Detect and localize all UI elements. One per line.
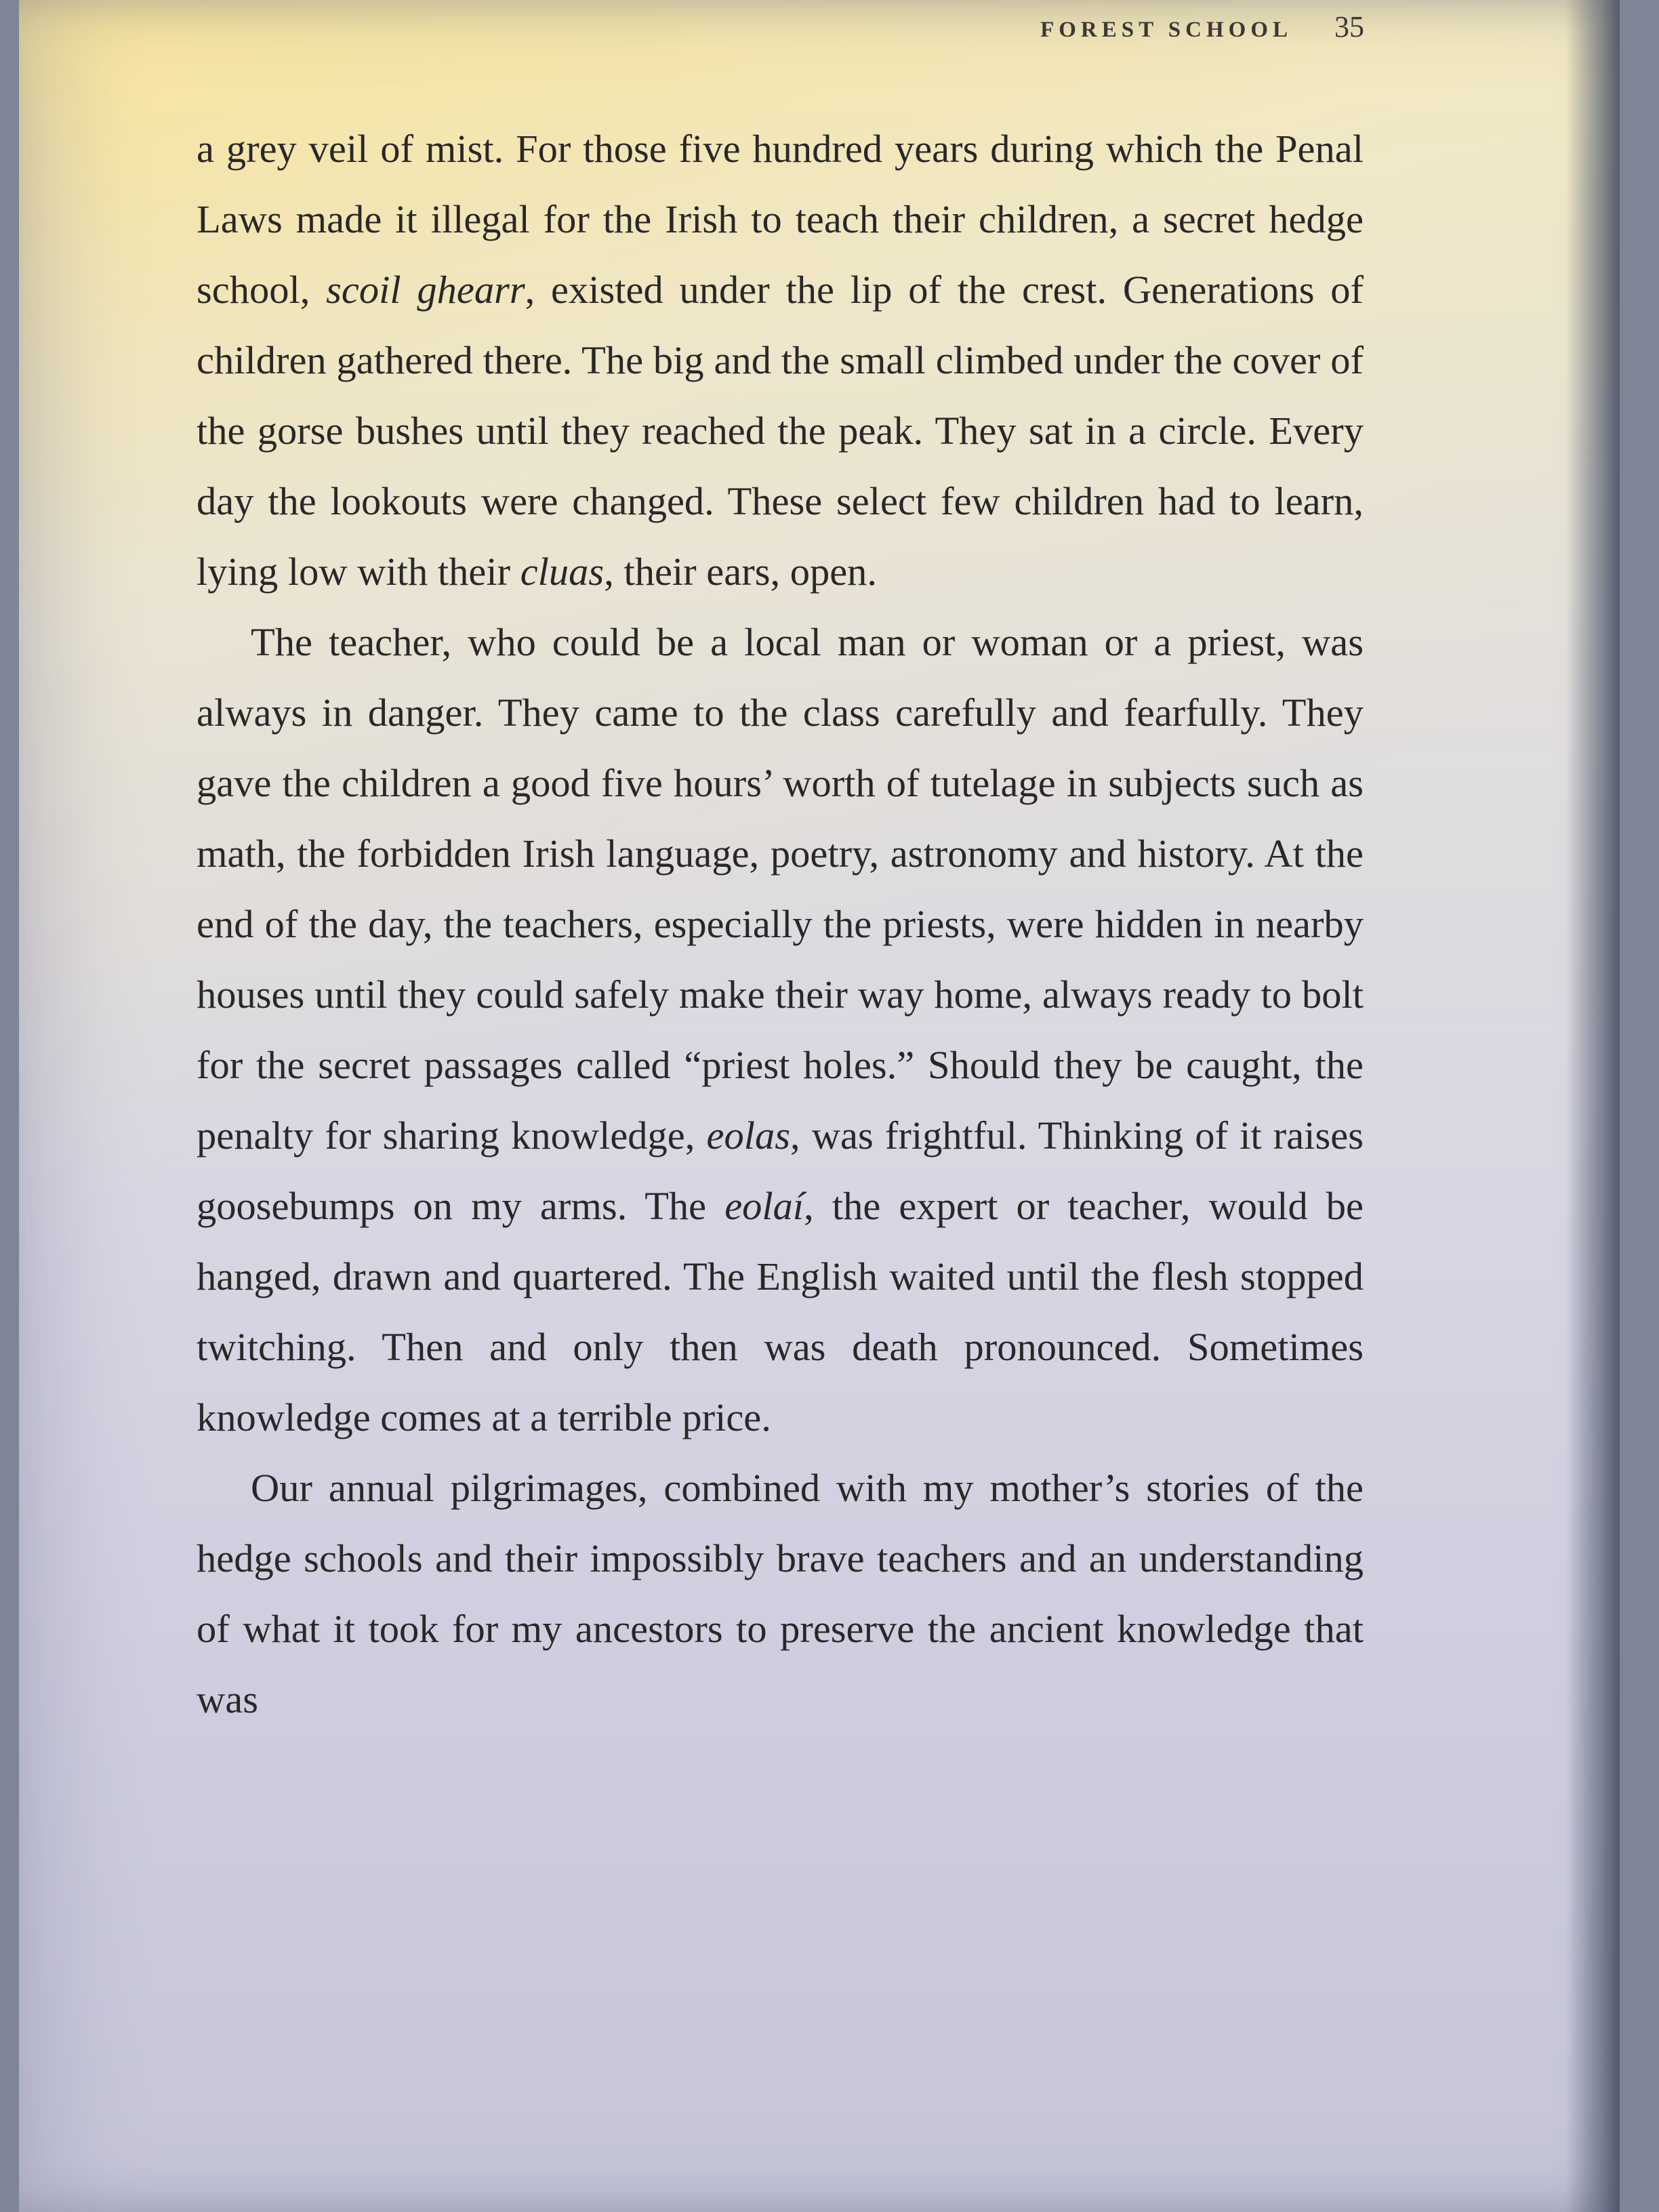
- text-run: a grey veil of mist. For those five hundred years during which the Penal Laws made it illegal for the Irish to teach their children, a secret hedge school,: [197, 127, 1364, 312]
- page-number: 35: [1334, 10, 1364, 43]
- paragraph-1: [197, 114, 1364, 607]
- text-run: The teacher, who could be a local man or woman or a priest, was always in danger. They came to the class carefully and fearfully. They gave the children a good five hours’ worth of tutelage in subjects such as math, the forbidden Irish language, poetry, astronomy and history. At the end of the day, the teachers, especially the priests, were hidden in nearby houses until they could safely make their way home, always ready to bolt for the secret passages called “priest holes.” Should they be caught, the penalty for sharing knowledge,: [197, 620, 1364, 1158]
- text-run: , the expert or teacher, would be hanged, drawn and quartered. The English waited until the flesh stopped twitching. Then and only then was death pronounced. Sometimes knowledge comes at a terrible price.: [197, 1184, 1364, 1439]
- text-run: Our annual pilgrimages, combined with my mother’s stories of the hedge schools and their impossibly brave teachers and an understanding of what it took for my ancestors to preserve the ancient knowledge that was: [197, 1466, 1364, 1721]
- irish-term-scoil-ghearr: scoil ghearr: [326, 268, 525, 312]
- text-run: , their ears, open.: [604, 550, 878, 594]
- page-edge-shadow: [1565, 0, 1620, 2212]
- irish-term-eolai: eolaí: [724, 1184, 804, 1228]
- paragraph-2: [197, 607, 1364, 1453]
- irish-term-eolas: eolas: [706, 1113, 791, 1158]
- paragraph-3: [197, 1453, 1364, 1735]
- running-head: [985, 9, 1364, 44]
- book-page: [19, 0, 1620, 2212]
- body-text: [197, 114, 1364, 1735]
- irish-term-cluas: cluas: [520, 550, 605, 594]
- text-run: , was frightful. Thinking of it raises goosebumps on my arms. The: [197, 1113, 1364, 1228]
- running-head-title: FOREST SCHOOL: [1040, 18, 1292, 42]
- text-run: , existed under the lip of the crest. Generations of children gathered there. The big and the small climbed under the cover of the gorse bushes until they reached the peak. They sat in a circle. Every day the lookouts were changed. These select few children had to learn, lying low with their: [197, 268, 1364, 594]
